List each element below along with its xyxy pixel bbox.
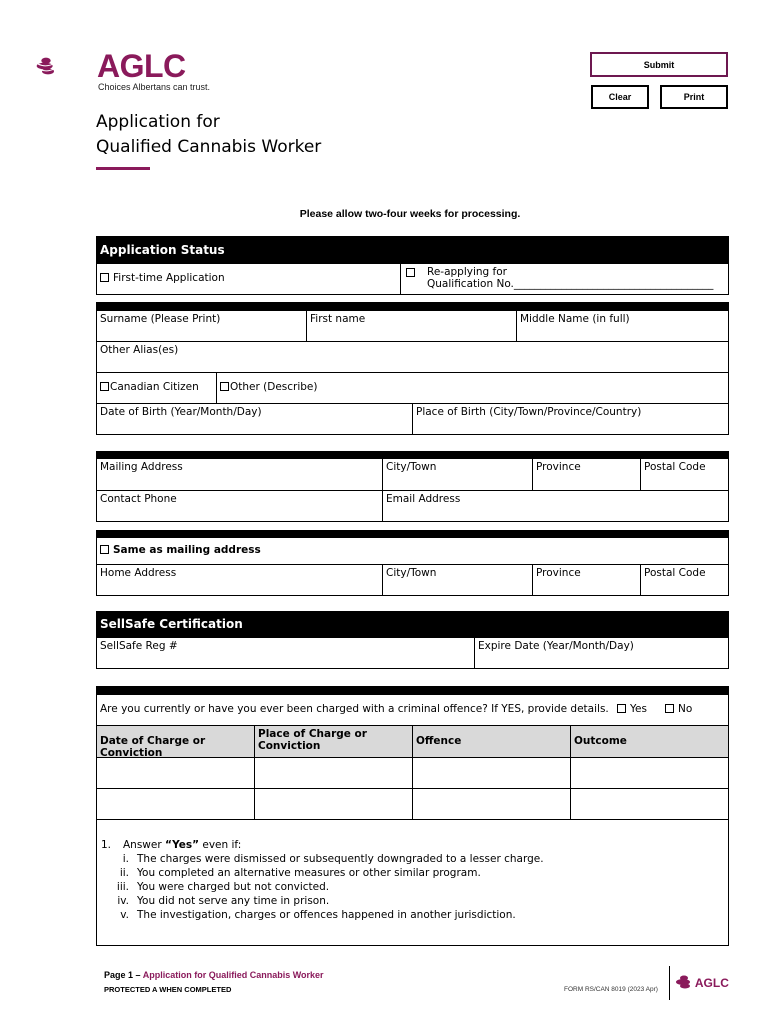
home-postal-label: Postal Code <box>644 567 706 579</box>
home-province-field[interactable] <box>532 564 641 596</box>
note-intro-bold: “Yes” <box>165 839 200 851</box>
first-time-option[interactable] <box>96 263 401 295</box>
sellsafe-expire-field[interactable] <box>474 637 729 669</box>
surname-field[interactable] <box>96 310 307 342</box>
pob-field[interactable] <box>412 403 729 435</box>
footer-protected: PROTECTED A WHEN COMPLETED <box>104 985 232 994</box>
table-cell-offence-1[interactable] <box>412 757 571 789</box>
mailing-postal-label: Postal Code <box>644 461 706 473</box>
note-item <box>101 866 724 880</box>
mailing-city-label: City/Town <box>386 461 437 473</box>
footer-page <box>104 970 324 980</box>
table-cell-offence-2[interactable] <box>412 788 571 820</box>
note-item-text: You were charged but not convicted. <box>137 881 330 893</box>
note-intro-pre: Answer <box>123 839 166 851</box>
other-describe-label: Other (Describe) <box>230 381 318 393</box>
middle-name-field[interactable] <box>516 310 729 342</box>
note-item-text: You completed an alternative measures or other similar program. <box>137 867 481 879</box>
criminal-no-label: No <box>678 703 693 715</box>
processing-notice: Please allow two-four weeks for processing. <box>299 208 521 220</box>
clear-button[interactable]: Clear <box>591 85 649 109</box>
canadian-citizen-label: Canadian Citizen <box>110 381 199 393</box>
contact-phone-label: Contact Phone <box>100 493 177 505</box>
note-number: 1. <box>101 839 112 851</box>
footer-brand: AGLC <box>694 976 729 990</box>
same-as-mailing-checkbox[interactable] <box>100 545 109 554</box>
canadian-citizen-option[interactable] <box>96 372 217 404</box>
email-label: Email Address <box>386 493 461 505</box>
footer-form-id: FORM RS/CAN 8019 (2023 Apr) <box>564 986 658 993</box>
other-alias-label: Other Alias(es) <box>100 344 179 356</box>
section-divider-personal <box>96 302 729 310</box>
title-divider <box>96 167 150 170</box>
qualification-number-field[interactable]: Qualification No.______________________________________ <box>427 278 714 290</box>
same-as-mailing-label: Same as mailing address <box>113 544 261 556</box>
brand-tagline: Choices Albertans can trust. <box>98 82 211 92</box>
footer-aglc-icon <box>676 975 692 989</box>
sellsafe-reg-field[interactable] <box>96 637 475 669</box>
criminal-yes-label: Yes <box>630 703 647 715</box>
criminal-notes <box>96 819 729 946</box>
footer-divider <box>669 966 670 1000</box>
mailing-province-field[interactable] <box>532 458 641 491</box>
criminal-no-checkbox[interactable] <box>665 704 674 713</box>
middle-name-label: Middle Name (in full) <box>520 313 630 325</box>
contact-phone-field[interactable] <box>96 490 383 522</box>
pob-label: Place of Birth (City/Town/Province/Country) <box>416 406 642 418</box>
note-item-text: You did not serve any time in prison. <box>137 895 330 907</box>
home-postal-field[interactable] <box>640 564 729 596</box>
table-cell-outcome-2[interactable] <box>570 788 729 820</box>
aglc-logo-icon <box>36 36 96 96</box>
canadian-citizen-checkbox[interactable] <box>100 382 109 391</box>
column-header-place: Place of Charge or Conviction <box>254 725 413 758</box>
dob-label: Date of Birth (Year/Month/Day) <box>100 406 262 418</box>
mailing-city-field[interactable] <box>382 458 533 491</box>
note-item <box>101 894 724 908</box>
note-list <box>101 852 724 922</box>
reapply-option[interactable] <box>400 263 729 295</box>
home-city-label: City/Town <box>386 567 437 579</box>
column-header-outcome: Outcome <box>570 725 729 758</box>
table-cell-place-2[interactable] <box>254 788 413 820</box>
other-describe-checkbox[interactable] <box>220 382 229 391</box>
home-city-field[interactable] <box>382 564 533 596</box>
note-intro-post: even if: <box>199 839 242 851</box>
first-time-checkbox[interactable] <box>100 273 109 282</box>
dob-field[interactable] <box>96 403 413 435</box>
page-title <box>96 110 321 160</box>
reapply-checkbox[interactable] <box>406 268 415 277</box>
other-describe-option[interactable] <box>216 372 729 404</box>
note-item <box>101 852 724 866</box>
table-cell-date-2[interactable] <box>96 788 255 820</box>
section-divider-home <box>96 530 729 537</box>
table-cell-place-1[interactable] <box>254 757 413 789</box>
mailing-address-label: Mailing Address <box>100 461 183 473</box>
section-divider-mailing <box>96 451 729 458</box>
section-sellsafe: SellSafe Certification <box>96 611 729 637</box>
same-as-mailing-option[interactable] <box>96 537 729 565</box>
home-address-label: Home Address <box>100 567 177 579</box>
footer-page-number: Page 1 – <box>104 970 143 980</box>
section-divider-criminal <box>96 686 729 694</box>
note-intro <box>101 838 724 852</box>
criminal-yes-option[interactable] <box>617 703 647 715</box>
mailing-province-label: Province <box>536 461 581 473</box>
column-header-date: Date of Charge or Conviction <box>96 725 255 758</box>
home-address-field[interactable] <box>96 564 383 596</box>
note-item-text: The charges were dismissed or subsequently downgraded to a lesser charge. <box>137 853 544 865</box>
criminal-question: Are you currently or have you ever been charged with a criminal offence? If YES, provide details. <box>100 703 609 715</box>
sellsafe-reg-label: SellSafe Reg # <box>100 640 178 652</box>
home-province-label: Province <box>536 567 581 579</box>
sellsafe-expire-label: Expire Date (Year/Month/Day) <box>478 640 634 652</box>
surname-label: Surname (Please Print) <box>100 313 221 325</box>
footer-page-title: Application for Qualified Cannabis Worker <box>142 970 324 980</box>
first-name-field[interactable] <box>306 310 517 342</box>
note-item-numeral: v. <box>120 909 129 921</box>
note-item-numeral: ii. <box>119 867 129 879</box>
table-cell-outcome-1[interactable] <box>570 757 729 789</box>
table-cell-date-1[interactable] <box>96 757 255 789</box>
reapply-label: Re-applying for <box>427 266 507 278</box>
footer-logo <box>676 975 729 990</box>
print-button[interactable]: Print <box>660 85 728 109</box>
other-alias-field[interactable] <box>96 341 729 373</box>
first-time-label: First-time Application <box>113 272 225 284</box>
mailing-postal-field[interactable] <box>640 458 729 491</box>
title-line-2: Qualified Cannabis Worker <box>96 137 322 157</box>
criminal-no-option[interactable] <box>665 703 692 715</box>
email-field[interactable] <box>382 490 729 522</box>
note-item-numeral: i. <box>122 853 129 865</box>
note-item <box>101 880 724 894</box>
note-item-text: The investigation, charges or offences happened in another jurisdiction. <box>137 909 516 921</box>
note-item <box>101 908 724 922</box>
brand-name: AGLC <box>97 48 186 84</box>
note-item-numeral: iii. <box>116 881 129 893</box>
section-application-status: Application Status <box>96 236 729 263</box>
criminal-yes-checkbox[interactable] <box>617 704 626 713</box>
submit-button[interactable]: Submit <box>590 52 728 77</box>
criminal-question-row <box>96 694 729 726</box>
note-item-numeral: iv. <box>117 895 129 907</box>
mailing-address-field[interactable] <box>96 458 383 491</box>
title-line-1: Application for <box>96 112 220 132</box>
first-name-label: First name <box>310 313 366 325</box>
column-header-offence: Offence <box>412 725 571 758</box>
